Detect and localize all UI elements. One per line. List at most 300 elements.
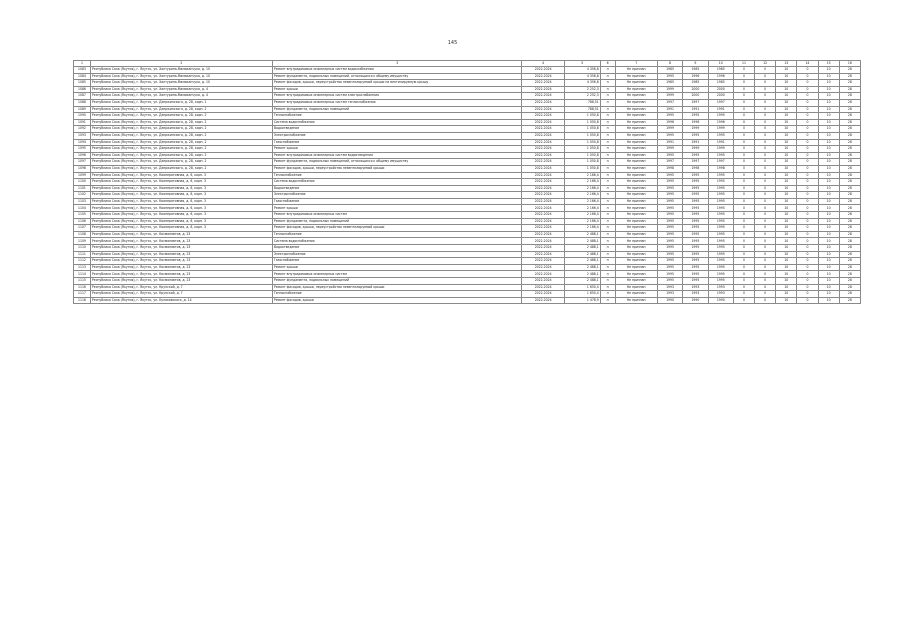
table-cell: 1999 xyxy=(657,93,682,100)
table-cell: н xyxy=(600,198,615,205)
table-cell: 2 488,1 xyxy=(564,271,600,278)
table-cell: 1999 xyxy=(683,146,708,153)
table-cell: Водоотведение xyxy=(272,126,522,133)
table-cell: 1099 xyxy=(74,172,91,179)
table-cell: Ремонт внутридомовых инженерных систем xyxy=(272,271,522,278)
table-cell: Электроснабжение xyxy=(272,192,522,199)
table-cell: 4 356,8 xyxy=(564,67,600,74)
table-cell: 0 xyxy=(797,73,818,80)
table-cell: Республика Саха (Якутия), г. Якутск, ул. Космонавтов, д. 23 xyxy=(90,271,272,278)
table-cell: Ремонт фасадов, крыши, переустройство невентилируемой крыши xyxy=(272,165,522,172)
table-cell: Не признан xyxy=(615,212,657,219)
table-cell: 0 xyxy=(797,245,818,252)
table-cell: 0 xyxy=(733,152,754,159)
table-cell: Ремонт фундамента, подвальных помещений xyxy=(272,106,522,113)
table-cell: Республика Саха (Якутия), г. Якутск, ул. Космонавтов, д. 23 xyxy=(90,245,272,252)
table-cell: 0 xyxy=(797,172,818,179)
table-cell: 1993 xyxy=(708,284,733,291)
table-cell: 1985 xyxy=(657,80,682,87)
table-cell: 1995 xyxy=(657,205,682,212)
table-cell: 0 xyxy=(755,126,776,133)
table-row xyxy=(74,192,861,199)
table-cell: Республика Саха (Якутия), г. Якутск, ул. Кооперативная, д. 6, корп. 3 xyxy=(90,212,272,219)
table-cell: Не признан xyxy=(615,291,657,298)
table-cell: н xyxy=(600,126,615,133)
table-cell: 10 xyxy=(818,192,839,199)
table-cell: 0 xyxy=(797,86,818,93)
table-cell: 2 252,3 xyxy=(564,93,600,100)
table-cell: 1995 xyxy=(657,179,682,186)
table-row xyxy=(74,271,861,278)
table-cell: 1991 xyxy=(683,139,708,146)
table-cell: 1995 xyxy=(683,278,708,285)
table-cell: н xyxy=(600,284,615,291)
table-cell: 1092 xyxy=(74,126,91,133)
table-row xyxy=(74,172,861,179)
table-cell: 0 xyxy=(797,271,818,278)
table-cell: Ремонт фасадов, крыши, переустройство невентилируемой крыши xyxy=(272,225,522,232)
table-cell: 10 xyxy=(818,284,839,291)
table-cell: 2 166,4 xyxy=(564,192,600,199)
table-cell: 0 xyxy=(733,278,754,285)
table-cell: 1998 xyxy=(708,165,733,172)
table-cell: Не признан xyxy=(615,179,657,186)
table-cell: 0 xyxy=(733,284,754,291)
table-cell: 1995 xyxy=(683,264,708,271)
table-cell: 28 xyxy=(839,159,860,166)
table-cell: 28 xyxy=(839,278,860,285)
column-header: 15 xyxy=(818,61,839,67)
table-cell: 1990 xyxy=(657,297,682,304)
table-cell: 0 xyxy=(755,258,776,265)
table-cell: 1995 xyxy=(657,271,682,278)
table-cell: н xyxy=(600,179,615,186)
table-cell: 1999 xyxy=(657,146,682,153)
table-cell: 1995 xyxy=(657,198,682,205)
table-row xyxy=(74,179,861,186)
table-cell: н xyxy=(600,86,615,93)
table-cell: 1995 xyxy=(657,172,682,179)
table-cell: н xyxy=(600,172,615,179)
table-cell: 1997 xyxy=(657,99,682,106)
column-header: 8 xyxy=(657,61,682,67)
table-cell: 2 252,3 xyxy=(564,86,600,93)
table-cell: 1995 xyxy=(657,218,682,225)
table-row xyxy=(74,212,861,219)
table-cell: 1995 xyxy=(708,278,733,285)
table-cell: 1985 xyxy=(657,67,682,74)
register-table xyxy=(73,60,861,304)
table-cell: 1997 xyxy=(683,99,708,106)
column-header: 10 xyxy=(708,61,733,67)
table-cell: Республика Саха (Якутия), г. Якутск, ул. Халтурина-Мамиканчука, д. 10 xyxy=(90,67,272,74)
table-cell: 1999 xyxy=(683,126,708,133)
table-body xyxy=(74,67,861,304)
table-cell: Республика Саха (Якутия), г. Якутск, ул. Кооперативная, д. 6, корп. 3 xyxy=(90,198,272,205)
table-cell: Не признан xyxy=(615,297,657,304)
table-cell: 10 xyxy=(776,271,797,278)
table-cell: Республика Саха (Якутия), г. Якутск, ул. Кооперативная, д. 6, корп. 3 xyxy=(90,172,272,179)
table-cell: 2 488,1 xyxy=(564,231,600,238)
table-cell: Ремонт внутридомовых инженерных систем xyxy=(272,212,522,219)
table-cell: н xyxy=(600,67,615,74)
table-row xyxy=(74,165,861,172)
table-cell: 2022-2024 xyxy=(522,67,564,74)
table-cell: 1091 xyxy=(74,119,91,126)
table-cell: 1995 xyxy=(708,113,733,120)
table-cell: 0 xyxy=(755,67,776,74)
table-cell: 0 xyxy=(733,106,754,113)
table-cell: 1108 xyxy=(74,231,91,238)
table-cell: 28 xyxy=(839,73,860,80)
page-number: 145 xyxy=(447,40,458,46)
table-cell: 10 xyxy=(818,159,839,166)
table-cell: 0 xyxy=(733,67,754,74)
table-cell: Республика Саха (Якутия), г. Якутск, ул. Космонавтов, д. 23 xyxy=(90,238,272,245)
table-cell: н xyxy=(600,212,615,219)
column-header: 11 xyxy=(733,61,754,67)
table-cell: Республика Саха (Якутия), г. Якутск, ул. Кооперативная, д. 6, корп. 3 xyxy=(90,192,272,199)
table-cell: 4 356,8 xyxy=(564,80,600,87)
table-cell: 1985 xyxy=(708,80,733,87)
table-cell: 2022-2024 xyxy=(522,225,564,232)
table-cell: 1995 xyxy=(657,264,682,271)
table-cell: 1993 xyxy=(683,291,708,298)
table-cell: 0 xyxy=(733,225,754,232)
table-cell: 10 xyxy=(818,225,839,232)
table-cell: н xyxy=(600,99,615,106)
table-cell: 0 xyxy=(797,93,818,100)
table-cell: 2000 xyxy=(683,86,708,93)
table-cell: 2022-2024 xyxy=(522,113,564,120)
table-cell: 10 xyxy=(776,297,797,304)
table-cell: 10 xyxy=(818,80,839,87)
table-cell: 28 xyxy=(839,245,860,252)
table-cell: 1 050,8 xyxy=(564,165,600,172)
table-cell: 28 xyxy=(839,297,860,304)
table-cell: Ремонт внутридомовых инженерных систем водоотведения xyxy=(272,152,522,159)
table-cell: 0 xyxy=(797,80,818,87)
table-cell: н xyxy=(600,73,615,80)
table-cell: 1 478,9 xyxy=(564,297,600,304)
column-header: 7 xyxy=(615,61,657,67)
table-cell: 2022-2024 xyxy=(522,159,564,166)
table-cell: 1995 xyxy=(683,192,708,199)
table-row xyxy=(74,67,861,74)
table-cell: 10 xyxy=(818,179,839,186)
table-cell: 0 xyxy=(797,106,818,113)
table-cell: 0 xyxy=(733,93,754,100)
table-cell: Республика Саха (Якутия), г. Якутск, ул. Кооперативная, д. 6, корп. 3 xyxy=(90,225,272,232)
table-cell: 0 xyxy=(797,146,818,153)
table-cell: 10 xyxy=(818,198,839,205)
table-cell: 1998 xyxy=(683,165,708,172)
table-cell: Ремонт крыши xyxy=(272,264,522,271)
table-cell: 1999 xyxy=(657,86,682,93)
table-cell: 0 xyxy=(797,113,818,120)
table-cell: 1985 xyxy=(708,67,733,74)
table-cell: 10 xyxy=(776,126,797,133)
table-cell: 0 xyxy=(797,251,818,258)
table-cell: 1114 xyxy=(74,271,91,278)
table-cell: 1995 xyxy=(657,245,682,252)
table-cell: 0 xyxy=(733,139,754,146)
table-cell: 1990 xyxy=(708,297,733,304)
table-cell: Не признан xyxy=(615,284,657,291)
table-cell: 0 xyxy=(755,99,776,106)
table-cell: Не признан xyxy=(615,278,657,285)
table-cell: 28 xyxy=(839,205,860,212)
table-cell: 1 050,8 xyxy=(564,119,600,126)
table-cell: 1999 xyxy=(657,126,682,133)
table-cell: 1995 xyxy=(708,132,733,139)
table-cell: Не признан xyxy=(615,225,657,232)
table-cell: 10 xyxy=(776,159,797,166)
table-cell: 788,51 xyxy=(564,106,600,113)
table-cell: 0 xyxy=(733,258,754,265)
table-cell: Ремонт крыши xyxy=(272,146,522,153)
table-cell: 0 xyxy=(733,86,754,93)
table-cell: 1995 xyxy=(657,113,682,120)
table-cell: 2022-2024 xyxy=(522,264,564,271)
table-cell: Республика Саха (Якутия), г. Якутск, ул. Кулаковского, д. 14 xyxy=(90,297,272,304)
table-cell: 1999 xyxy=(708,126,733,133)
table-cell: 1088 xyxy=(74,99,91,106)
table-cell: 28 xyxy=(839,172,860,179)
table-cell: 0 xyxy=(733,132,754,139)
table-cell: 2022-2024 xyxy=(522,258,564,265)
table-cell: 10 xyxy=(818,271,839,278)
table-cell: 10 xyxy=(776,99,797,106)
table-cell: 0 xyxy=(733,231,754,238)
table-cell: 10 xyxy=(818,146,839,153)
table-cell: 28 xyxy=(839,218,860,225)
table-cell: Республика Саха (Якутия), г. Якутск, ул. Дзержинского, д. 28, корп. 2 xyxy=(90,139,272,146)
table-cell: 10 xyxy=(818,185,839,192)
table-cell: 1995 xyxy=(683,231,708,238)
table-cell: Республика Саха (Якутия), г. Якутск, ул. Космонавтов, д. 23 xyxy=(90,251,272,258)
table-cell: 1991 xyxy=(683,106,708,113)
table-cell: 10 xyxy=(818,113,839,120)
table-cell: 1995 xyxy=(683,205,708,212)
column-header: 5 xyxy=(564,61,600,67)
table-cell: 10 xyxy=(776,185,797,192)
table-cell: 0 xyxy=(733,271,754,278)
table-cell: 10 xyxy=(818,86,839,93)
table-cell: 10 xyxy=(776,225,797,232)
table-cell: Не признан xyxy=(615,106,657,113)
table-cell: 2022-2024 xyxy=(522,126,564,133)
table-cell: 1996 xyxy=(683,119,708,126)
table-cell: 1995 xyxy=(708,245,733,252)
table-cell: 0 xyxy=(733,159,754,166)
table-cell: 1103 xyxy=(74,198,91,205)
table-cell: н xyxy=(600,258,615,265)
table-cell: 1086 xyxy=(74,86,91,93)
table-cell: 28 xyxy=(839,251,860,258)
table-cell: 2022-2024 xyxy=(522,251,564,258)
table-cell: 1995 xyxy=(708,192,733,199)
table-cell: Не признан xyxy=(615,264,657,271)
table-cell: 10 xyxy=(818,251,839,258)
table-row xyxy=(74,291,861,298)
table-cell: 1993 xyxy=(657,291,682,298)
table-cell: Не признан xyxy=(615,146,657,153)
table-cell: Не признан xyxy=(615,99,657,106)
table-cell: н xyxy=(600,205,615,212)
table-cell: Система водоснабжения xyxy=(272,119,522,126)
table-cell: 2022-2024 xyxy=(522,192,564,199)
table-cell: н xyxy=(600,132,615,139)
table-cell: 0 xyxy=(755,251,776,258)
table-cell: 1106 xyxy=(74,218,91,225)
table-cell: 28 xyxy=(839,192,860,199)
table-cell: Водоотведение xyxy=(272,245,522,252)
table-cell: Республика Саха (Якутия), г. Якутск, ул. Дзержинского, д. 28, корп. 2 xyxy=(90,152,272,159)
table-cell: 2022-2024 xyxy=(522,238,564,245)
table-row xyxy=(74,238,861,245)
table-cell: 0 xyxy=(797,198,818,205)
table-cell: 1995 xyxy=(683,113,708,120)
table-cell: 0 xyxy=(733,146,754,153)
table-cell: 2022-2024 xyxy=(522,172,564,179)
table-cell: 1110 xyxy=(74,245,91,252)
table-cell: 1113 xyxy=(74,264,91,271)
column-header: 6 xyxy=(600,61,615,67)
table-cell: 1995 xyxy=(708,264,733,271)
table-cell: 0 xyxy=(797,297,818,304)
table-cell: 1995 xyxy=(683,172,708,179)
table-cell: Республика Саха (Якутия), г. Якутск, ул. Дзержинского, д. 28, корп. 2 xyxy=(90,113,272,120)
table-cell: Не признан xyxy=(615,159,657,166)
table-cell: 0 xyxy=(797,192,818,199)
table-cell: 1105 xyxy=(74,212,91,219)
table-cell: Республика Саха (Якутия), г. Якутск, ул. Халтурина-Мамиканчука, д. 10 xyxy=(90,73,272,80)
table-cell: 1995 xyxy=(708,231,733,238)
table-cell: 10 xyxy=(776,218,797,225)
table-cell: Республика Саха (Якутия), г. Якутск, ул. Кооперативная, д. 6, корп. 3 xyxy=(90,179,272,186)
table-cell: 1995 xyxy=(683,258,708,265)
table-cell: 10 xyxy=(776,198,797,205)
table-cell: 2000 xyxy=(708,93,733,100)
table-cell: 28 xyxy=(839,271,860,278)
table-cell: 0 xyxy=(755,86,776,93)
table-cell: 10 xyxy=(776,238,797,245)
table-cell: 1995 xyxy=(683,271,708,278)
table-cell: н xyxy=(600,264,615,271)
table-cell: 10 xyxy=(818,172,839,179)
table-cell: Республика Саха (Якутия), г. Якутск, ул. Дзержинского, д. 28, корп. 2 xyxy=(90,126,272,133)
table-cell: Республика Саха (Якутия), г. Якутск, ул. Дзержинского, д. 28, корп. 2 xyxy=(90,159,272,166)
table-cell: Республика Саха (Якутия), г. Якутск, ул. Дзержинского, д. 28, корп. 1 xyxy=(90,99,272,106)
table-cell: 10 xyxy=(818,93,839,100)
table-cell: 28 xyxy=(839,86,860,93)
table-cell: 2022-2024 xyxy=(522,73,564,80)
table-row xyxy=(74,73,861,80)
table-cell: 0 xyxy=(755,106,776,113)
table-row xyxy=(74,80,861,87)
table-cell: 1 650,4 xyxy=(564,291,600,298)
table-cell: 0 xyxy=(755,284,776,291)
table-cell: 0 xyxy=(755,225,776,232)
table-cell: 0 xyxy=(797,159,818,166)
table-cell: Республика Саха (Якутия), г. Якутск, ул. Крупской, д. 7 xyxy=(90,291,272,298)
table-cell: 0 xyxy=(755,218,776,225)
table-cell: 0 xyxy=(755,159,776,166)
table-cell: 0 xyxy=(755,139,776,146)
table-cell: 1995 xyxy=(708,212,733,219)
table-cell: 10 xyxy=(818,119,839,126)
table-cell: Ремонт фундамента, подвальных помещений, относящихся к общему имуществу xyxy=(272,159,522,166)
table-cell: 1991 xyxy=(708,106,733,113)
table-cell: 1094 xyxy=(74,139,91,146)
column-header: 13 xyxy=(776,61,797,67)
table-cell: 10 xyxy=(776,106,797,113)
table-cell: Ремонт фундамента, подвальных помещений xyxy=(272,218,522,225)
table-cell: 0 xyxy=(797,291,818,298)
table-cell: 2022-2024 xyxy=(522,99,564,106)
table-cell: 0 xyxy=(733,73,754,80)
table-cell: 1107 xyxy=(74,225,91,232)
column-header: 9 xyxy=(683,61,708,67)
table-cell: 1995 xyxy=(708,271,733,278)
table-cell: н xyxy=(600,113,615,120)
table-cell: 10 xyxy=(776,80,797,87)
table-cell: 2 488,1 xyxy=(564,238,600,245)
table-cell: 1118 xyxy=(74,297,91,304)
table-cell: 28 xyxy=(839,238,860,245)
table-cell: 0 xyxy=(733,172,754,179)
table-cell: 0 xyxy=(755,291,776,298)
table-cell: 2 488,1 xyxy=(564,245,600,252)
table-cell: 10 xyxy=(776,93,797,100)
column-header: 2 xyxy=(90,61,272,67)
table-cell: Ремонт внутридомовых инженерных систем теплоснабжения xyxy=(272,99,522,106)
table-cell: Ремонт фундамента, подвальных помещений xyxy=(272,278,522,285)
table-row xyxy=(74,205,861,212)
table-cell: 2022-2024 xyxy=(522,132,564,139)
table-row xyxy=(74,284,861,291)
table-row xyxy=(74,99,861,106)
table-cell: 1995 xyxy=(683,251,708,258)
table-cell: 10 xyxy=(776,212,797,219)
table-cell: 28 xyxy=(839,179,860,186)
table-cell: 10 xyxy=(818,126,839,133)
table-cell: 0 xyxy=(755,73,776,80)
table-cell: 28 xyxy=(839,291,860,298)
table-cell: н xyxy=(600,106,615,113)
table-cell: Не признан xyxy=(615,258,657,265)
table-cell: 28 xyxy=(839,231,860,238)
table-cell: 10 xyxy=(776,73,797,80)
table-cell: 2000 xyxy=(683,93,708,100)
table-cell: 0 xyxy=(797,258,818,265)
table-cell: Республика Саха (Якутия), г. Якутск, ул. Космонавтов, д. 23 xyxy=(90,258,272,265)
table-cell: 1087 xyxy=(74,93,91,100)
table-row xyxy=(74,106,861,113)
table-cell: 1995 xyxy=(708,152,733,159)
table-cell: 28 xyxy=(839,139,860,146)
table-cell: 2 488,1 xyxy=(564,264,600,271)
table-cell: 10 xyxy=(776,264,797,271)
table-row xyxy=(74,93,861,100)
table-cell: 1991 xyxy=(657,106,682,113)
table-cell: 0 xyxy=(755,93,776,100)
table-cell: Водоотведение xyxy=(272,185,522,192)
table-cell: 0 xyxy=(797,152,818,159)
table-row xyxy=(74,139,861,146)
table-cell: 28 xyxy=(839,93,860,100)
